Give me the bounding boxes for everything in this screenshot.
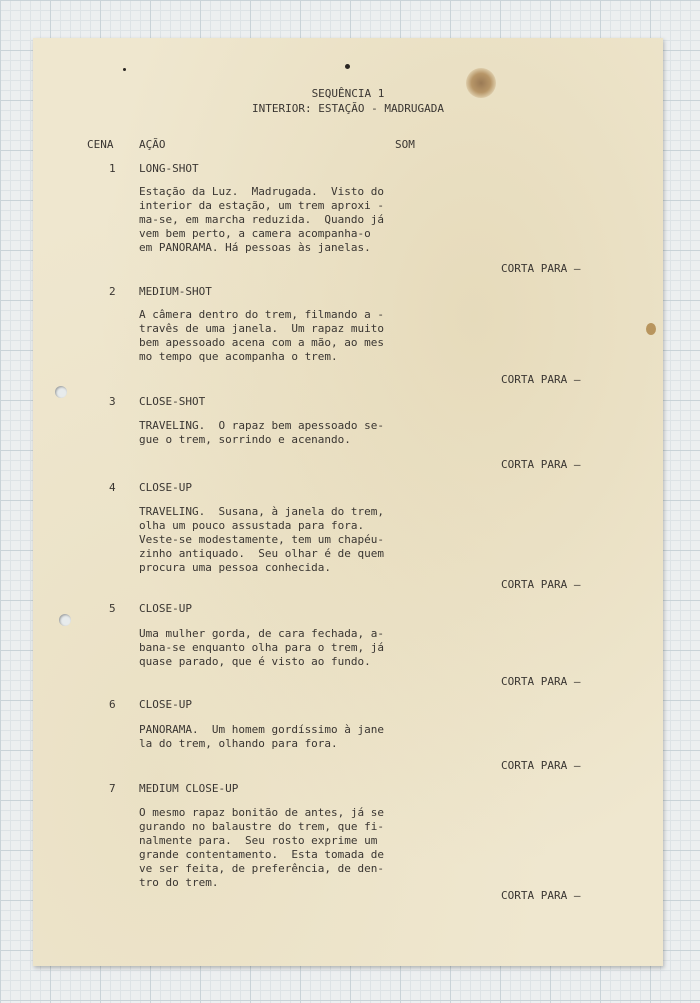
action-line: la do trem, olhando para fora. bbox=[139, 737, 338, 750]
action-line: gurando no balaustre do trem, que fi- bbox=[139, 820, 385, 833]
transition: CORTA PARA — bbox=[501, 458, 581, 471]
ink-dot bbox=[345, 64, 350, 69]
punch-hole-bottom bbox=[59, 614, 71, 626]
scene-shot: LONG-SHOT bbox=[139, 162, 199, 175]
column-som: SOM bbox=[395, 138, 415, 151]
sequence-heading: SEQUÊNCIA 1 bbox=[311, 87, 385, 100]
action-line: procura uma pessoa conhecida. bbox=[139, 561, 332, 574]
action-line: tro do trem. bbox=[139, 876, 219, 889]
action-line: quase parado, que é visto ao fundo. bbox=[139, 655, 371, 668]
scene-number: 6 bbox=[109, 698, 116, 711]
scene-shot: CLOSE-UP bbox=[139, 698, 192, 711]
action-line: Estação da Luz. Madrugada. Visto do bbox=[139, 185, 385, 198]
action-line: interior da estação, um trem aproxi - bbox=[139, 199, 385, 212]
action-line: Uma mulher gorda, de cara fechada, a- bbox=[139, 627, 385, 640]
action-line: bem apessoado acena com a mão, ao mes bbox=[139, 336, 385, 349]
transition: CORTA PARA — bbox=[501, 759, 581, 772]
scene-shot: CLOSE-SHOT bbox=[139, 395, 206, 408]
action-line: em PANORAMA. Há pessoas às janelas. bbox=[139, 241, 371, 254]
action-line: bana-se enquanto olha para o trem, já bbox=[139, 641, 385, 654]
punch-hole-top bbox=[55, 386, 67, 398]
action-line: gue o trem, sorrindo e acenando. bbox=[139, 433, 351, 446]
typewritten-page bbox=[33, 38, 663, 966]
action-line: nalmente para. Seu rosto exprime um bbox=[139, 834, 378, 847]
action-line: ve ser feita, de preferência, de den- bbox=[139, 862, 385, 875]
rust-stain bbox=[646, 323, 656, 335]
transition: CORTA PARA — bbox=[501, 262, 581, 275]
scene-shot: CLOSE-UP bbox=[139, 481, 192, 494]
action-line: vem bem perto, a camera acompanha-o bbox=[139, 227, 371, 240]
column-acao: AÇÃO bbox=[139, 138, 166, 151]
action-line: A câmera dentro do trem, filmando a - bbox=[139, 308, 385, 321]
action-line: mo tempo que acompanha o trem. bbox=[139, 350, 338, 363]
transition: CORTA PARA — bbox=[501, 889, 581, 902]
scene-shot: CLOSE-UP bbox=[139, 602, 192, 615]
scene-number: 2 bbox=[109, 285, 116, 298]
action-line: TRAVELING. Susana, à janela do trem, bbox=[139, 505, 385, 518]
action-line: grande contentamento. Esta tomada de bbox=[139, 848, 385, 861]
scene-number: 1 bbox=[109, 162, 116, 175]
action-line: O mesmo rapaz bonitão de antes, já se bbox=[139, 806, 385, 819]
setting-heading: INTERIOR: ESTAÇÃO - MADRUGADA bbox=[251, 102, 445, 115]
scene-shot: MEDIUM-SHOT bbox=[139, 285, 212, 298]
action-line: TRAVELING. O rapaz bem apessoado se- bbox=[139, 419, 385, 432]
action-line: zinho antiquado. Seu olhar é de quem bbox=[139, 547, 385, 560]
scene-number: 5 bbox=[109, 602, 116, 615]
action-line: olha um pouco assustada para fora. bbox=[139, 519, 365, 532]
ink-dot bbox=[123, 68, 126, 71]
action-line: ma-se, em marcha reduzida. Quando já bbox=[139, 213, 385, 226]
scene-number: 3 bbox=[109, 395, 116, 408]
scene-number: 7 bbox=[109, 782, 116, 795]
transition: CORTA PARA — bbox=[501, 675, 581, 688]
column-cena: CENA bbox=[87, 138, 114, 151]
transition: CORTA PARA — bbox=[501, 578, 581, 591]
action-line: PANORAMA. Um homem gordíssimo à jane bbox=[139, 723, 385, 736]
scene-number: 4 bbox=[109, 481, 116, 494]
action-line: Veste-se modestamente, tem um chapéu- bbox=[139, 533, 385, 546]
scene-shot: MEDIUM CLOSE-UP bbox=[139, 782, 239, 795]
transition: CORTA PARA — bbox=[501, 373, 581, 386]
action-line: travês de uma janela. Um rapaz muito bbox=[139, 322, 385, 335]
